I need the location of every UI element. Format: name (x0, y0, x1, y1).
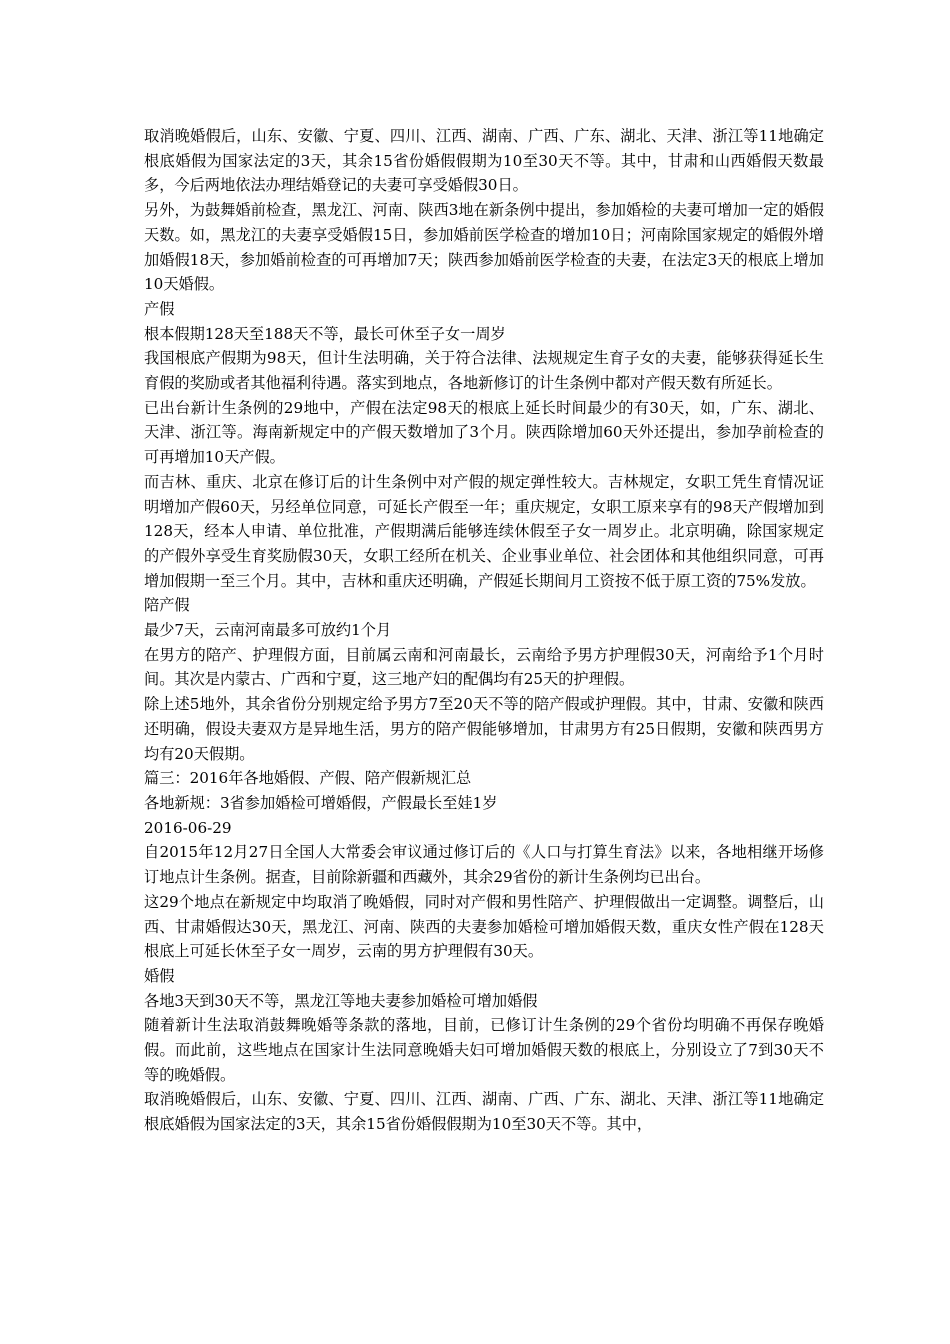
paragraph: 已出台新计生条例的29地中，产假在法定98天的根底上延长时间最少的有30天，如，广东、湖北、天津、浙江等。海南新规定中的产假天数增加了3个月。陕西除增加60天外还提出，参加孕前检查的可再增加10天产假。 (144, 398, 824, 467)
paragraph: 另外，为鼓舞婚前检查，黑龙江、河南、陕西3地在新条例中提出，参加婚检的夫妻可增加一定的婚假天数。如，黑龙江的夫妻享受婚假15日，参加婚前医学检查的增加10日；河南除国家规定的婚假外增加婚假18天，参加婚前检查的可再增加7天；陕西参加婚前医学检查的夫妻，在法定3天的根底上增加10天婚假。 (144, 201, 824, 294)
paragraph: 而吉林、重庆、北京在修订后的计生条例中对产假的规定弹性较大。吉林规定，女职工凭生育情况证明增加产假60天，另经单位同意，可延长产假至一年；重庆规定，女职工原来享有的98天产假增加到128天，经本人申请、单位批准，产假期满后能够连续休假至子女一周岁止。北京明确，除国家规定的产假外享受生育奖励假30天，女职工经所在机关、企业事业单位、社会团体和其他组织同意，可再增加假期一至三个月。其中，吉林和重庆还明确，产假延长期间月工资按不低于原工资的75%发放。 (144, 472, 824, 590)
section-subheading: 最少7天，云南河南最多可放约1个月 (144, 621, 392, 640)
article-title: 篇三：2016年各地婚假、产假、陪产假新规汇总 (144, 769, 472, 788)
paragraph: 随着新计生法取消鼓舞晚婚等条款的落地，目前，已修订计生条例的29个省份均明确不再保存晚婚假。而此前，这些地点在国家计生法同意晚婚夫妇可增加婚假天数的根底上，分别设立了7到30天不等的晚婚假。 (144, 1016, 824, 1084)
section-heading: 婚假 (144, 966, 175, 985)
paragraph: 我国根底产假期为98天，但计生法明确，关于符合法律、法规规定生育子女的夫妻，能够获得延长生育假的奖励或者其他福利待遇。落实到地点，各地新修订的计生条例中都对产假天数有所延长。 (144, 349, 824, 393)
section-subheading: 根本假期128天至188天不等，最长可休至子女一周岁 (144, 324, 506, 343)
section-heading: 陪产假 (144, 596, 190, 615)
paragraph: 自2015年12月27日全国人大常委会审议通过修订后的《人口与打算生育法》以来，各地相继开场修订地点计生条例。据查，目前除新疆和西藏外，其余29省份的新计生条例均已出台。 (144, 843, 824, 887)
document-page (144, 124, 824, 1137)
article-headline: 各地新规：3省参加婚检可增婚假，产假最长至娃1岁 (144, 793, 498, 812)
paragraph: 除上述5地外，其余省份分别规定给予男方7至20天不等的陪产假或护理假。其中，甘肃、安徽和陕西还明确，假设夫妻双方是异地生活，男方的陪产假能够增加，甘肃男方有25日假期，安徽和陕西男方均有20天假期。 (144, 695, 824, 763)
paragraph: 这29个地点在新规定中均取消了晚婚假，同时对产假和男性陪产、护理假做出一定调整。调整后，山西、甘肃婚假达30天，黑龙江、河南、陕西的夫妻参加婚检可增加婚假天数，重庆女性产假在128天根底上可延长休至子女一周岁，云南的男方护理假有30天。 (144, 892, 824, 961)
section-subheading: 各地3天到30天不等，黑龙江等地夫妻参加婚检可增加婚假 (144, 991, 538, 1010)
section-heading: 产假 (144, 299, 175, 318)
paragraph: 取消晚婚假后，山东、安徽、宁夏、四川、江西、湖南、广西、广东、湖北、天津、浙江等11地确定根底婚假为国家法定的3天，其余15省份婚假假期为10至30天不等。其中，甘肃和山西婚假天数最多，今后两地依法办理结婚登记的夫妻可享受婚假30日。 (144, 127, 824, 195)
paragraph: 在男方的陪产、护理假方面，目前属云南和河南最长，云南给予男方护理假30天，河南给予1个月时间。其次是内蒙古、广西和宁夏，这三地产妇的配偶均有25天的护理假。 (144, 645, 824, 689)
paragraph: 取消晚婚假后，山东、安徽、宁夏、四川、江西、湖南、广西、广东、湖北、天津、浙江等11地确定根底婚假为国家法定的3天，其余15省份婚假假期为10至30天不等。其中， (144, 1090, 824, 1134)
article-date: 2016-06-29 (144, 818, 232, 837)
